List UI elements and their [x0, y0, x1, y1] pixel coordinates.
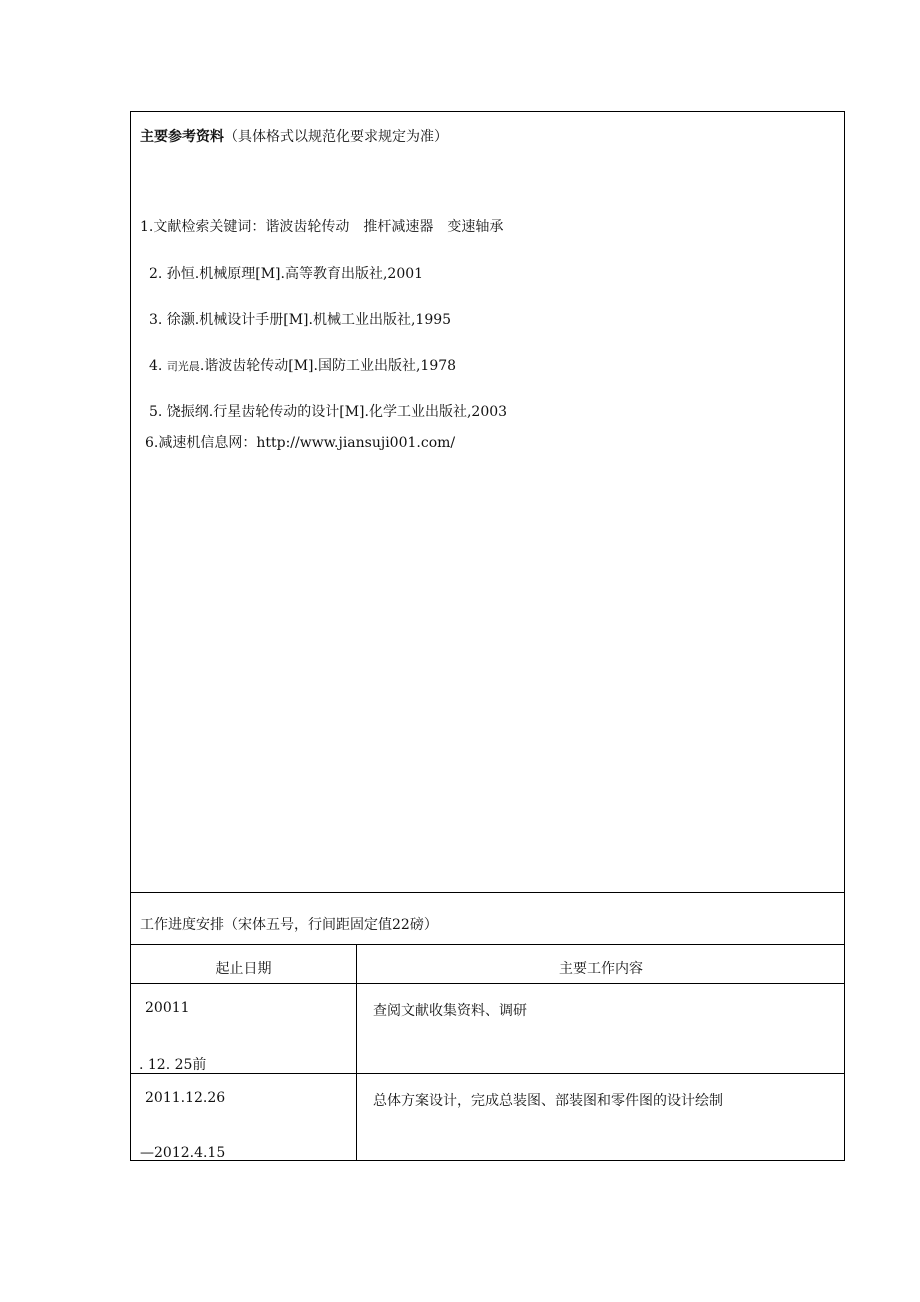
row-2-date-line2: —2012.4.15: [140, 1145, 226, 1161]
schedule-row-2: [131, 1074, 844, 1161]
references-title: [140, 126, 448, 146]
document-table: [130, 111, 845, 1161]
references-title-note: （具体格式以规范化要求规定为准）: [224, 129, 448, 145]
schedule-title-row: [131, 893, 844, 945]
schedule-row-1: [131, 984, 844, 1074]
schedule-header-row: [131, 945, 844, 984]
schedule-title: 工作进度安排（宋体五号，行间距固定值22磅）: [140, 917, 438, 933]
row-1-date-line1: 20011: [145, 1000, 190, 1016]
row-2-date-line1: 2011.12.26: [145, 1090, 226, 1106]
reference-item-4-rest: .谐波齿轮传动[M].国防工业出版社,1978: [199, 358, 457, 374]
row-1-date-line2: . 12. 25前: [139, 1057, 207, 1073]
reference-item-4-prefix: 4.: [149, 358, 167, 374]
header-content: 主要工作内容: [559, 961, 643, 977]
reference-item-5: 5. 饶振纲.行星齿轮传动的设计[M].化学工业出版社,2003: [149, 404, 508, 420]
reference-item-4: [149, 355, 456, 375]
references-title-bold: 主要参考资料: [140, 129, 224, 145]
reference-item-6: 6.减速机信息网：http://www.jiansuji001.com/: [145, 435, 456, 451]
header-date: 起止日期: [215, 961, 272, 977]
reference-item-2: 2. 孙恒.机械原理[M].高等教育出版社,2001: [149, 266, 424, 282]
reference-item-4-author: 司光晨: [166, 360, 200, 373]
row-2-content: 总体方案设计，完成总装图、部装图和零件图的设计绘制: [373, 1093, 723, 1109]
row-1-content: 查阅文献收集资料、调研: [373, 1003, 527, 1019]
reference-item-3: 3. 徐灏.机械设计手册[M].机械工业出版社,1995: [149, 312, 452, 328]
references-section: [131, 112, 844, 893]
reference-item-1: 1.文献检索关键词：谐波齿轮传动 推杆减速器 变速轴承: [140, 219, 504, 235]
